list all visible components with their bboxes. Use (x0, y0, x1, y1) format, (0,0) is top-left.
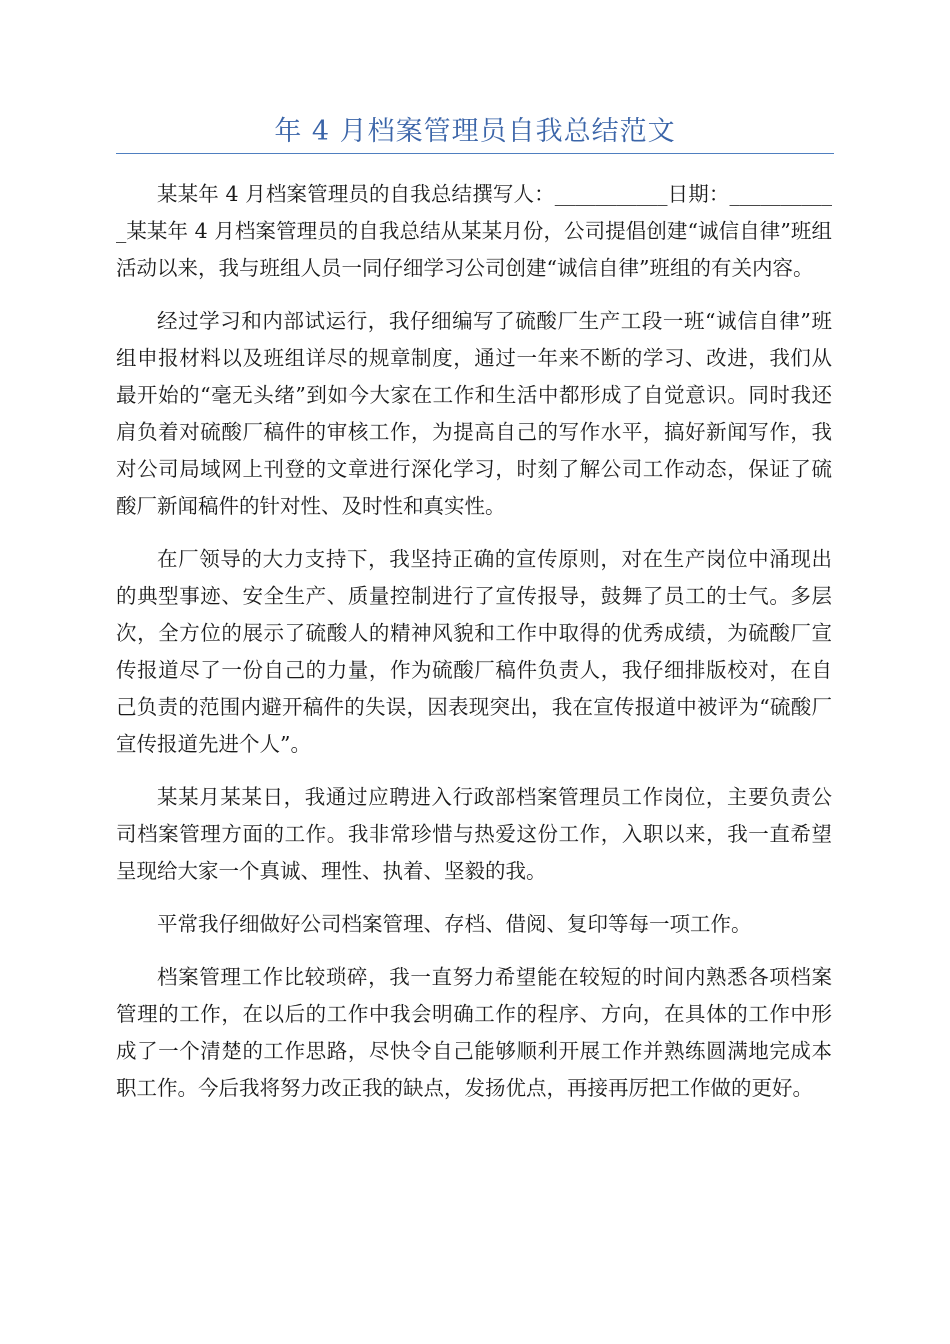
paragraph-2: 经过学习和内部试运行，我仔细编写了硫酸厂生产工段一班“诚信自律”班组申报材料以及班组详尽的规章制度，通过一年来不断的学习、改进，我们从最开始的“毫无头绪”到如今大家在工作和生活中都形成了自觉意识。同时我还肩负着对硫酸厂稿件的审核工作，为提高自己的写作水平，搞好新闻写作，我对公司局域网上刊登的文章进行深化学习，时刻了解公司工作动态，保证了硫酸厂新闻稿件的针对性、及时性和真实性。 (116, 309, 832, 518)
paragraph-3: 在厂领导的大力支持下，我坚持正确的宣传原则，对在生产岗位中涌现出的典型事迹、安全生产、质量控制进行了宣传报导，鼓舞了员工的士气。多层次，全方位的展示了硫酸人的精神风貌和工作中取得的优秀成绩，为硫酸厂宣传报道尽了一份自己的力量，作为硫酸厂稿件负责人，我仔细排版校对，在自己负责的范围内避开稿件的失误，因表现突出，我在宣传报道中被评为“硫酸厂宣传报道先进个人”。 (116, 547, 832, 756)
title-underline (116, 153, 834, 154)
paragraph-1: 某某年 4 月档案管理员的自我总结撰写人：___________日期：___________某某年 4 月档案管理员的自我总结从某某月份，公司提倡创建“诚信自律”班组活动以来，我与班组人员一同仔细学习公司创建“诚信自律”班组的有关内容。 (116, 182, 832, 280)
paragraph-4: 某某月某某日，我通过应聘进入行政部档案管理员工作岗位，主要负责公司档案管理方面的工作。我非常珍惜与热爱这份工作，入职以来，我一直希望呈现给大家一个真诚、理性、执着、坚毅的我。 (116, 785, 832, 883)
paragraph-6: 档案管理工作比较琐碎，我一直努力希望能在较短的时间内熟悉各项档案管理的工作，在以后的工作中我会明确工作的程序、方向，在具体的工作中形成了一个清楚的工作思路，尽快令自己能够顺利开展工作并熟练圆满地完成本职工作。今后我将努力改正我的缺点，发扬优点，再接再厉把工作做的更好。 (116, 965, 832, 1100)
page-title: 年 4 月档案管理员自我总结范文 (274, 116, 676, 147)
paragraph-5: 平常我仔细做好公司档案管理、存档、借阅、复印等每一项工作。 (157, 912, 752, 936)
document-body (116, 176, 832, 1123)
